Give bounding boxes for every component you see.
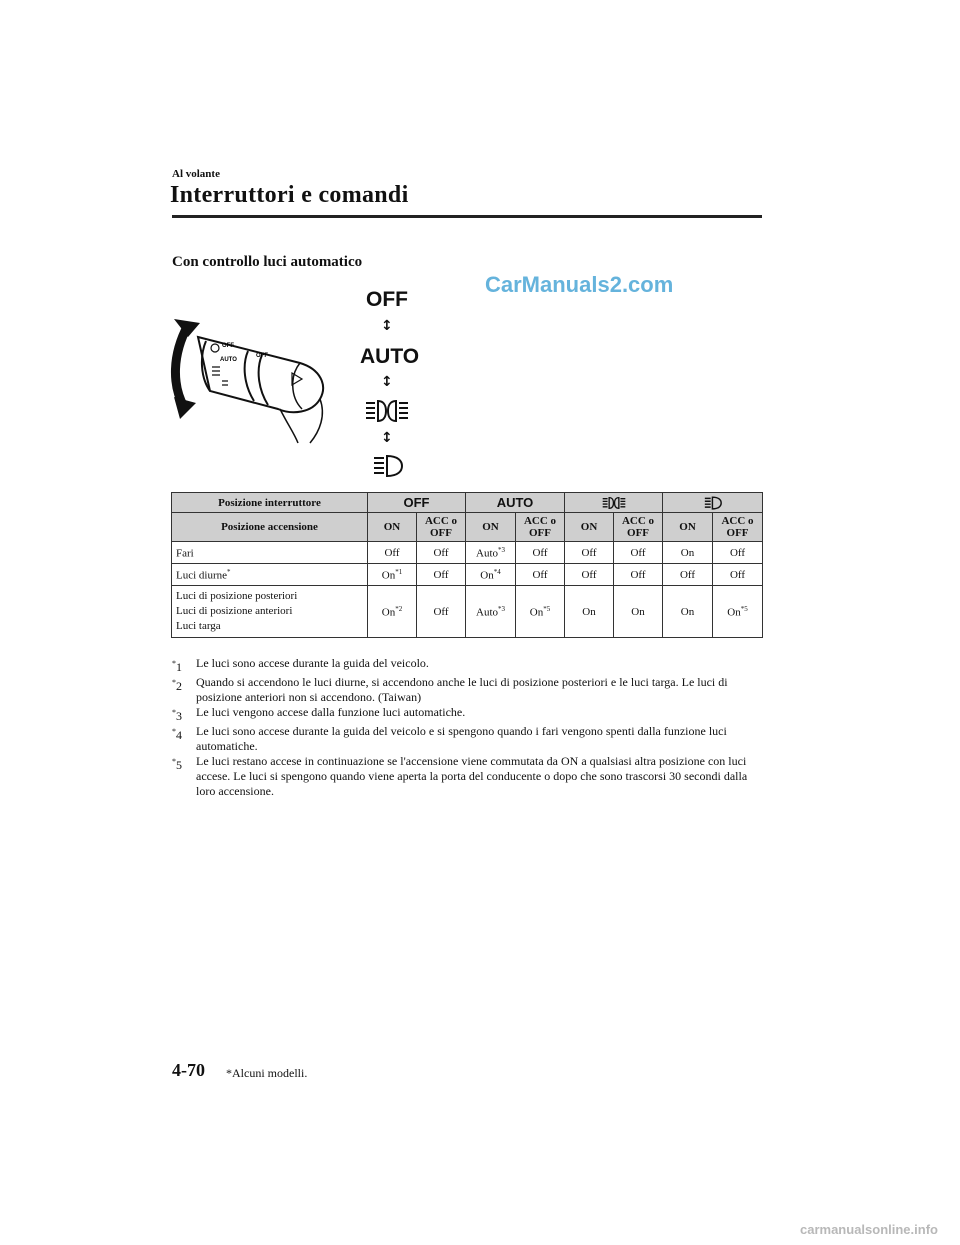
table-cell <box>713 586 763 638</box>
footnote <box>172 656 764 675</box>
ignition-position-row <box>172 513 763 542</box>
position-auto-label: AUTO <box>360 345 420 368</box>
table-row-daytime-lights <box>172 564 763 586</box>
table-cell <box>516 586 565 638</box>
table-cell <box>565 586 614 638</box>
footnote-star: * <box>172 727 176 736</box>
cell-value: Off <box>729 546 746 559</box>
cell-value: Off <box>433 546 449 559</box>
cell-value: On <box>381 606 396 619</box>
footnote-star: * <box>172 708 176 717</box>
row-label-line: Luci targa <box>176 620 221 632</box>
table-cell <box>663 586 713 638</box>
cell-footnote-ref: *3 <box>498 545 505 554</box>
watermark-bottom: carmanualsonline.info <box>800 1222 938 1237</box>
table-cell <box>417 542 466 564</box>
position-off-label: OFF <box>366 288 408 311</box>
footnotes <box>172 656 764 799</box>
cell-value: Off <box>581 568 597 581</box>
cell-value: Off <box>532 546 548 559</box>
headlights-icon <box>364 398 410 424</box>
table-cell <box>565 542 614 564</box>
footnote-text: Quando si accendono le luci diurne, si accendono anche le luci di posizione posteriori e le luci targa. Le luci di posizione anteriori non si accendono. (Taiwan) <box>196 675 728 704</box>
cell-value: On <box>680 546 695 559</box>
stalk-label-off2: OFF <box>256 353 268 359</box>
light-switch-table <box>171 492 763 638</box>
footnote <box>172 675 764 705</box>
table-cell <box>713 542 763 564</box>
updown-arrow-icon: ↕ <box>381 318 393 334</box>
ignition-cell: ACC o OFF <box>516 513 565 542</box>
row-label-text: Fari <box>176 547 194 560</box>
table-cell <box>663 542 713 564</box>
cell-value: On <box>727 606 741 619</box>
cell-footnote-ref: *2 <box>395 604 403 613</box>
switch-off-header <box>368 493 466 513</box>
cell-footnote-ref: *4 <box>493 567 501 576</box>
ignition-position-header: Posizione accensione <box>172 513 368 542</box>
row-label <box>172 542 368 564</box>
cell-value: On <box>631 605 645 618</box>
page-title: Interruttori e comandi <box>170 182 409 208</box>
switch-parking-header <box>663 493 763 513</box>
ignition-cell: ON <box>368 513 417 542</box>
footnote-text: Le luci sono accese durante la guida del veicolo e si spengono quando i fari vengono spenti dalla funzione luci automatiche. <box>196 724 727 753</box>
switch-auto-label: AUTO <box>496 495 534 510</box>
table-cell <box>417 564 466 586</box>
parking-lights-icon <box>702 496 724 510</box>
table-row-headlights <box>172 542 763 564</box>
table-cell <box>614 586 663 638</box>
footnote-number: 3 <box>176 709 182 723</box>
row-label-line: Luci di posizione anteriori <box>176 605 293 617</box>
cell-value: Off <box>581 546 597 559</box>
table-cell <box>516 564 565 586</box>
footnote <box>172 754 764 799</box>
cell-value: Off <box>729 568 746 581</box>
stalk-label-off: OFF <box>222 343 234 349</box>
table-cell <box>516 542 565 564</box>
cell-value: Off <box>630 568 646 581</box>
footnote-mark <box>172 724 196 754</box>
table-cell <box>663 564 713 586</box>
table-cell <box>417 586 466 638</box>
updown-arrow-icon: ↕ <box>381 430 393 446</box>
table-cell <box>614 542 663 564</box>
parking-lights-icon <box>372 454 404 478</box>
footnote-text: Le luci sono accese durante la guida del veicolo. <box>196 656 429 670</box>
ignition-cell: ACC o OFF <box>713 513 763 542</box>
ignition-cell: ON <box>466 513 516 542</box>
footnote <box>172 724 764 754</box>
cell-value: Off <box>433 605 449 618</box>
footnote-text: Le luci restano accese in continuazione se l'accensione viene commutata da ON a qualsiasi altra posizione con luci accese. Le luci si spengono quando viene aperta la porta del conducente o dopo che sono trascorsi 30 secondi dalla loro accensione. <box>196 754 748 798</box>
title-rule <box>172 215 762 218</box>
cell-value: Off <box>384 546 400 559</box>
cell-value: Auto <box>476 547 498 560</box>
footnote-mark <box>172 675 196 705</box>
cell-footnote-ref: *1 <box>395 567 403 576</box>
row-label <box>172 586 368 638</box>
cell-value: On <box>529 606 544 619</box>
footnote-star: * <box>172 659 176 668</box>
switch-headlights-header <box>565 493 663 513</box>
row-label-sup: * <box>227 567 231 576</box>
table-row-position-lights <box>172 586 763 638</box>
cell-value: Off <box>679 568 696 581</box>
table-cell <box>368 542 417 564</box>
cell-value: On <box>680 605 695 618</box>
cell-footnote-ref: *3 <box>498 604 505 613</box>
table-cell <box>466 564 516 586</box>
table-cell <box>466 542 516 564</box>
footnote-number: 1 <box>176 660 182 674</box>
footnote-number: 2 <box>176 679 182 693</box>
updown-arrow-icon: ↕ <box>381 374 393 390</box>
table-cell <box>565 564 614 586</box>
cell-value: On <box>381 569 396 582</box>
row-label <box>172 564 368 586</box>
footnote-number: 5 <box>176 758 182 772</box>
footnote-number: 4 <box>176 728 182 742</box>
table-cell <box>614 564 663 586</box>
cell-value: Off <box>532 568 548 581</box>
page-number: 4-70 <box>172 1060 205 1080</box>
footnote-mark <box>172 754 196 799</box>
table-cell <box>466 586 516 638</box>
cell-footnote-ref: *5 <box>740 604 748 613</box>
switch-position-row <box>172 493 763 513</box>
subheading: Con controllo luci automatico <box>172 254 363 270</box>
footer-note: *Alcuni modelli. <box>226 1066 308 1080</box>
switch-off-label: OFF <box>403 495 430 510</box>
section-label: Al volante <box>172 168 220 180</box>
watermark-top: CarManuals2.com <box>485 272 674 297</box>
table-cell <box>368 564 417 586</box>
ignition-cell: ON <box>663 513 713 542</box>
cell-value: On <box>480 569 494 582</box>
switch-position-header: Posizione interruttore <box>172 493 368 513</box>
table-cell <box>713 564 763 586</box>
light-switch-stalk-illustration <box>170 315 340 445</box>
footnote-mark <box>172 705 196 724</box>
switch-auto-header <box>466 493 565 513</box>
cell-value: Off <box>630 546 646 559</box>
footnote <box>172 705 764 724</box>
ignition-cell: ACC o OFF <box>614 513 663 542</box>
table-cell <box>368 586 417 638</box>
footnote-star: * <box>172 678 176 687</box>
row-label-line: Luci di posizione posteriori <box>176 590 298 602</box>
footnote-mark <box>172 656 196 675</box>
footnote-star: * <box>172 757 176 766</box>
cell-footnote-ref: *5 <box>543 604 551 613</box>
row-label-text: Luci diurne <box>176 569 228 582</box>
cell-value: Auto <box>476 606 498 619</box>
cell-value: Off <box>433 568 449 581</box>
ignition-cell: ACC o OFF <box>417 513 466 542</box>
ignition-cell: ON <box>565 513 614 542</box>
stalk-label-auto: AUTO <box>220 357 237 363</box>
cell-value: On <box>582 605 596 618</box>
headlights-icon <box>599 496 629 510</box>
footnote-text: Le luci vengono accese dalla funzione luci automatiche. <box>196 705 466 719</box>
